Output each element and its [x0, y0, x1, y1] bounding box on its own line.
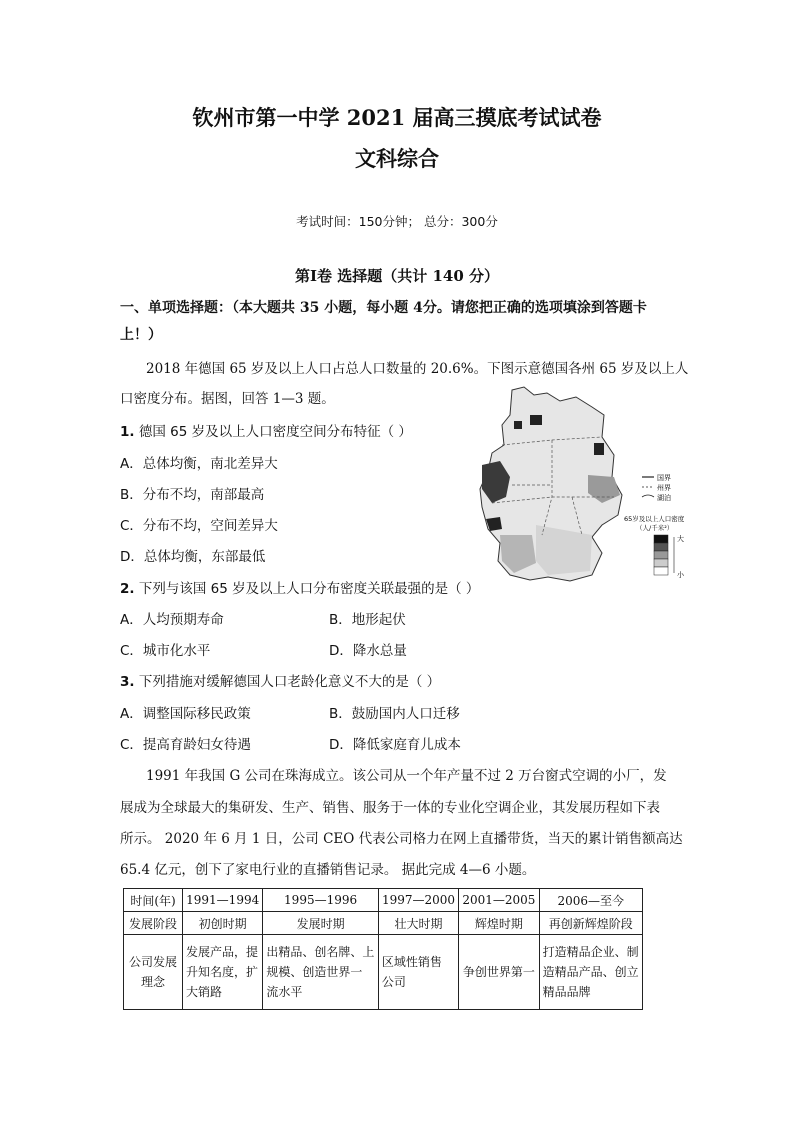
table-cell: [124, 935, 183, 1010]
table-cell: [539, 935, 642, 1010]
question-number: 2.: [120, 581, 135, 597]
question-number: 3.: [120, 674, 135, 690]
question-1: [120, 420, 412, 440]
q1-option-a[interactable]: A．总体均衡，南北差异大: [120, 456, 278, 472]
germany-density-map: [452, 385, 712, 585]
table-cell: 壮大时期: [378, 912, 458, 935]
passage2-line-4: 65.4 亿元，创下了家电行业的直播销售记录。 据此完成 4—6 小题。: [120, 862, 536, 878]
legend-high: 大: [677, 535, 684, 543]
cell-line: 升知名度，扩: [186, 965, 259, 979]
table-cell: 1997—2000: [378, 889, 458, 912]
q3-option-c[interactable]: C．提高育龄妇女待遇: [120, 737, 251, 753]
cell-line: 精品品牌: [542, 985, 591, 999]
table-cell: 1995—1996: [263, 889, 378, 912]
table-cell: 2006—至今: [539, 889, 642, 912]
exam-meta: 考试时间：150分钟； 总分：300分: [296, 214, 498, 229]
cell-line: 规模、创造世界一: [266, 965, 363, 979]
cell-line: 发展产品，提: [186, 945, 259, 959]
cell-line: 流水平: [266, 985, 303, 999]
exam-subject: 文科综合: [355, 146, 439, 171]
question-number: 1.: [120, 424, 135, 440]
table-cell: [378, 935, 458, 1010]
q1-option-c[interactable]: C．分布不均，空间差异大: [120, 518, 278, 534]
table-cell: 发展阶段: [124, 912, 183, 935]
region-bremen: [514, 421, 522, 429]
passage1-line-2: 口密度分布。据图，回答 1—3 题。: [120, 391, 335, 407]
table-cell: [459, 935, 539, 1010]
passage2-line-1: 1991 年我国 G 公司在珠海成立。该公司从一个年产量不过 2 万台窗式空调的小厂，发: [146, 768, 667, 784]
cell-line: 打造精品企业、制: [542, 945, 639, 959]
cell-line: 理念: [140, 975, 165, 989]
table-cell: [183, 935, 263, 1010]
q2-option-b[interactable]: B．地形起伏: [329, 612, 406, 628]
table-header-row: [124, 889, 643, 912]
q2-option-c[interactable]: C．城市化水平: [120, 643, 211, 659]
passage2-line-2: 展成为全球最大的集研发、生产、销售、服务于一体的专业化空调企业，其发展历程如下表: [120, 800, 660, 816]
table-row: [124, 912, 643, 935]
question-stem: 下列与该国 65 岁及以上人口分布密度关联最强的是（ ）: [138, 581, 480, 597]
instruction-line-2: 上！）: [120, 327, 162, 343]
question-3: [120, 670, 440, 690]
table-row: [124, 935, 643, 1010]
region-hamburg: [530, 415, 542, 425]
exam-title: 钦州市第一中学 2021 届高三摸底考试试卷: [192, 105, 602, 130]
table-cell: 辉煌时期: [459, 912, 539, 935]
table-cell: 时间(年): [124, 889, 183, 912]
legend-lake: 湖泊: [657, 494, 671, 502]
instruction-line-1: 一、单项选择题：（本大题共 35 小题，每小题 4分。请您把正确的选项填涂到答题卡: [120, 300, 647, 316]
legend-density-title: 65岁及以上人口密度: [624, 515, 685, 523]
cell-line: 造精品产品、创立: [542, 965, 639, 979]
cell-line: 公司: [381, 975, 406, 989]
table-cell: 1991—1994: [183, 889, 263, 912]
table-cell: 发展时期: [263, 912, 378, 935]
map-legend: [624, 473, 685, 579]
q2-option-a[interactable]: A．人均预期寿命: [120, 612, 224, 628]
question-2: [120, 577, 479, 597]
cell-line: 出精品、创名牌、上: [266, 945, 375, 959]
cell-line: 大销路: [186, 985, 223, 999]
region-berlin: [594, 443, 604, 455]
legend-low: 小: [677, 571, 684, 579]
passage2-line-3: 所示。 2020 年 6 月 1 日，公司 CEO 代表公司格力在网上直播带货，当天的累计销售额高达: [120, 831, 683, 847]
q2-option-d[interactable]: D．降水总量: [329, 643, 407, 659]
cell-line: 公司发展: [128, 955, 177, 969]
q1-option-b[interactable]: B．分布不均，南部最高: [120, 487, 265, 503]
q1-option-d[interactable]: D．总体均衡，东部最低: [120, 549, 266, 565]
section-title: 第Ⅰ卷 选择题（共计 140 分）: [295, 267, 499, 285]
q3-option-d[interactable]: D．降低家庭育儿成本: [329, 737, 461, 753]
development-table: [123, 888, 643, 1010]
table-cell: 2001—2005: [459, 889, 539, 912]
legend-density-unit: （人/千米²）: [636, 524, 674, 532]
q3-option-b[interactable]: B．鼓励国内人口迁移: [329, 706, 460, 722]
table-cell: [263, 935, 378, 1010]
legend-border: 国界: [657, 474, 671, 482]
question-stem: 下列措施对缓解德国人口老龄化意义不大的是（ ）: [138, 674, 441, 690]
cell-line: 区域性销售: [381, 955, 442, 969]
question-stem: 德国 65 岁及以上人口密度空间分布特征（ ）: [138, 424, 412, 440]
passage1-line-1: 2018 年德国 65 岁及以上人口占总人口数量的 20.6%。下图示意德国各州 65 岁及以上人: [146, 361, 689, 377]
table-cell: 初创时期: [183, 912, 263, 935]
legend-state-border: 州界: [657, 484, 671, 492]
q3-option-a[interactable]: A．调整国际移民政策: [120, 706, 251, 722]
cell-line: 争创世界第一: [462, 965, 535, 979]
table-cell: 再创新辉煌阶段: [539, 912, 642, 935]
